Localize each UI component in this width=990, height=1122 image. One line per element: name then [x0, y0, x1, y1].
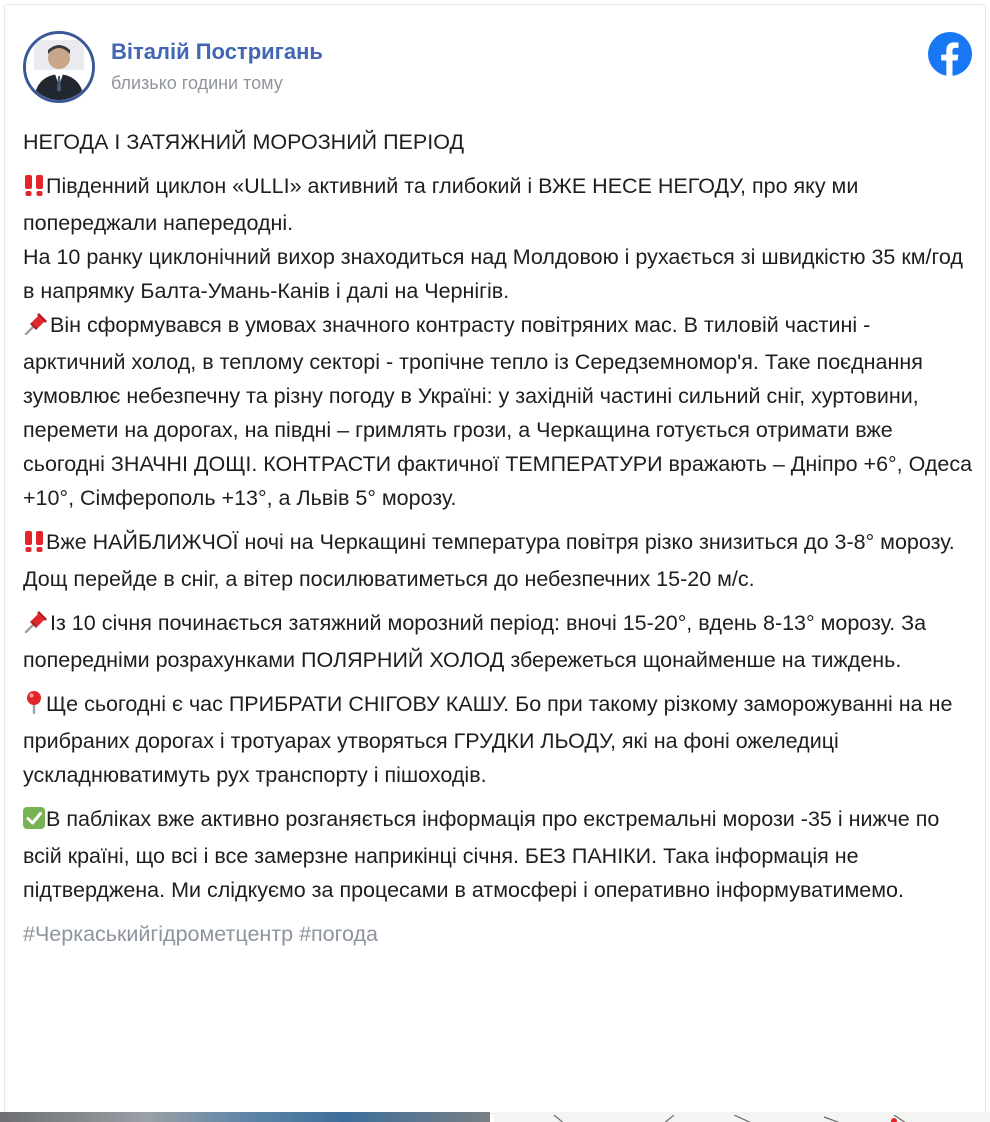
paragraph-contrast-text: Він сформувався в умовах значного контрасту повітряних мас. В тиловій частині - арктичний холод, в теплому секторі - тропічне тепло із Середземномор'я. Таке поєднання зумовлює небезпечну та різну погоду в Україні: у західній частині сильний сніг, хуртовини, перемети на дорогах, на півдні – гримлять грози, а Черкащина готується отримати вже сьогодні ЗНАЧНІ ДОЩІ. КОНТРАСТИ фактичної ТЕМПЕРАТУРИ вражають – Дніпро +6°, Одеса +10°, Сімферополь +13°, а Львів 5° морозу. [23, 313, 973, 510]
attached-images-strip[interactable] [0, 1112, 990, 1122]
round-pushpin-icon [23, 690, 45, 724]
hashtag-link[interactable]: #погода [299, 922, 378, 946]
paragraph-no-panic-text: В пабліках вже активно розганяється інформація про екстремальні морози -35 і нижче по всій країні, що всі і все замерзне наприкінці січня. БЕЗ ПАНІКИ. Така інформація не підтверджена. Ми слідкуємо за процесами в атмосфері і оперативно інформуватимемо. [23, 807, 940, 902]
paragraph-snow-cleanup-text: Ще сьогодні є час ПРИБРАТИ СНІГОВУ КАШУ. Бо при такому різкому заморожуванні на не прибраних дорогах і тротуарах утворяться ГРУДКИ ЛЬОДУ, які на фоні ожеледиці ускладнюватимуть рух транспорту і пішоходів. [23, 692, 953, 787]
hashtags [23, 917, 975, 951]
paragraph-frost-night-text: Вже НАЙБЛИЖЧОЇ ночі на Черкащині температура повітря різко знизиться до 3-8° морозу. Дощ перейде в сніг, а вітер посилюватиметься до небезпечних 15-20 м/с. [23, 530, 955, 591]
post-title: НЕГОДА І ЗАТЯЖНИЙ МОРОЗНИЙ ПЕРІОД [23, 130, 465, 154]
avatar[interactable] [23, 31, 95, 103]
paragraph-frost-period [23, 606, 975, 677]
facebook-post-card [4, 4, 986, 1114]
attached-image-left[interactable] [0, 1112, 490, 1122]
post-body [23, 125, 975, 961]
check-mark-icon [23, 805, 45, 839]
paragraph-cyclon-position: На 10 ранку циклонічний вихор знаходиться над Молдовою і рухається зі швидкістю 35 км/год в напрямку Балта-Умань-Канів і далі на Чернігів. [23, 245, 963, 303]
paragraph-cyclon-text: Південний циклон «ULLI» активний та глибокий і ВЖЕ НЕСЕ НЕГОДУ, про яку ми попереджали напередодні. [23, 174, 859, 235]
attached-image-right[interactable] [494, 1112, 990, 1122]
pushpin-icon [23, 609, 49, 643]
facebook-logo-icon[interactable] [927, 31, 973, 77]
paragraph-no-panic [23, 802, 975, 907]
paragraph-frost-period-text: Із 10 січня починається затяжний морозний період: вночі 15-20°, вдень 8-13° морозу. За попередніми розрахунками ПОЛЯРНИЙ ХОЛОД збережеться щонайменше на тиждень. [23, 611, 927, 672]
paragraph-snow-cleanup [23, 687, 975, 792]
post-timestamp[interactable]: близько години тому [111, 73, 283, 93]
paragraph-frost-night [23, 525, 975, 596]
double-exclamation-icon [23, 528, 45, 562]
paragraph-cyclon [23, 169, 975, 515]
pushpin-icon [23, 311, 49, 345]
hashtag-link[interactable]: #Черкаськийгідрометцентр [23, 922, 294, 946]
double-exclamation-icon [23, 172, 45, 206]
author-name-link[interactable]: Віталій Постригань [111, 39, 323, 64]
